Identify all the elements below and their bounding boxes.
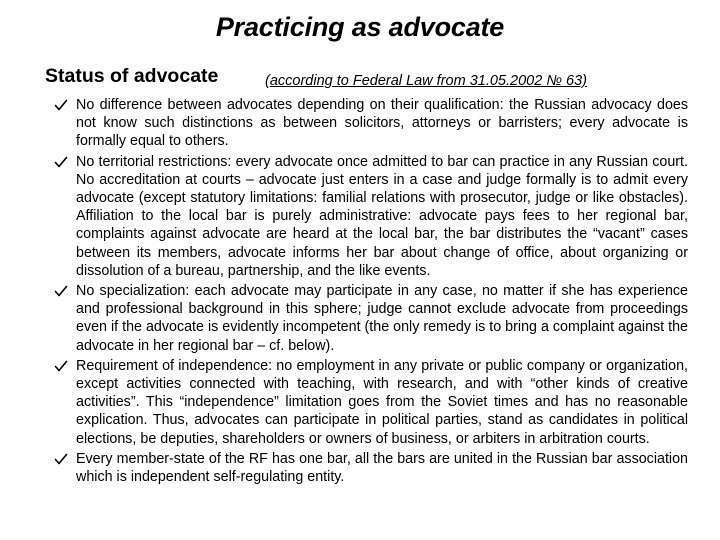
bullet-text: Every member-state of the RF has one bar, all the bars are united in the Russian bar association which is independent self-regulating entity. [76,450,688,486]
law-reference-open-paren: ( [265,73,270,89]
bullet-item [54,96,688,151]
bullet-item [54,282,688,355]
section-subtitle: Status of advocate [45,65,219,87]
slide-title: Practicing as advocate [215,12,505,42]
bullet-item [54,357,688,448]
checkmark-icon [54,155,68,169]
checkmark-icon [54,359,68,373]
law-reference [265,73,587,89]
checkmark-icon [54,284,68,298]
bullet-text: No difference between advocates depending on their qualification: the Russian advocacy does not know such distinctions as between solicitors, attorneys or barristers; every advocate is formally equal to others. [76,97,688,150]
bullet-text: Requirement of independence: no employment in any private or public company or organization, except activities connected with teaching, with research, and with “other kinds of creative activities”. This “independence” limitation goes from the Soviet times and has no reasonable explication. Thus, advocates can participate in political parties, stand as candidates in political elections, be deputies, shareholders or owners of business, or arbiters in arbitration courts. [76,357,688,447]
bullet-list [54,96,688,488]
checkmark-icon [54,98,68,112]
bullet-text: No territorial restrictions: every advocate once admitted to bar can practice in any Russian court. No accreditation at courts – advocate just enters in a case and judge formally is to admit every advocate (except statutory limitations: familial relations with prosecutor, judge or like obstacles). Affiliation to the local bar is purely administrative: advocate pays fees to her regional bar, complaints against advocate are heard at the local bar, the bar distributes the “vacant” cases between its members, advocate informs her bar about change of office, about organizing or dissolution of a bureau, partnership, and the like events. [76,153,688,279]
checkmark-icon [54,452,68,466]
law-reference-text: according to Federal Law from 31.05.2002 № 63) [269,73,588,89]
bullet-text: No specialization: each advocate may participate in any case, no matter if she has experience and professional background in this sphere; judge cannot exclude advocate from proceedings even if the advocate is evidently incompetent (the only remedy is to bring a complaint against the advocate in her regional bar – cf. below). [76,283,688,354]
bullet-item [54,153,688,280]
bullet-item [54,450,688,486]
